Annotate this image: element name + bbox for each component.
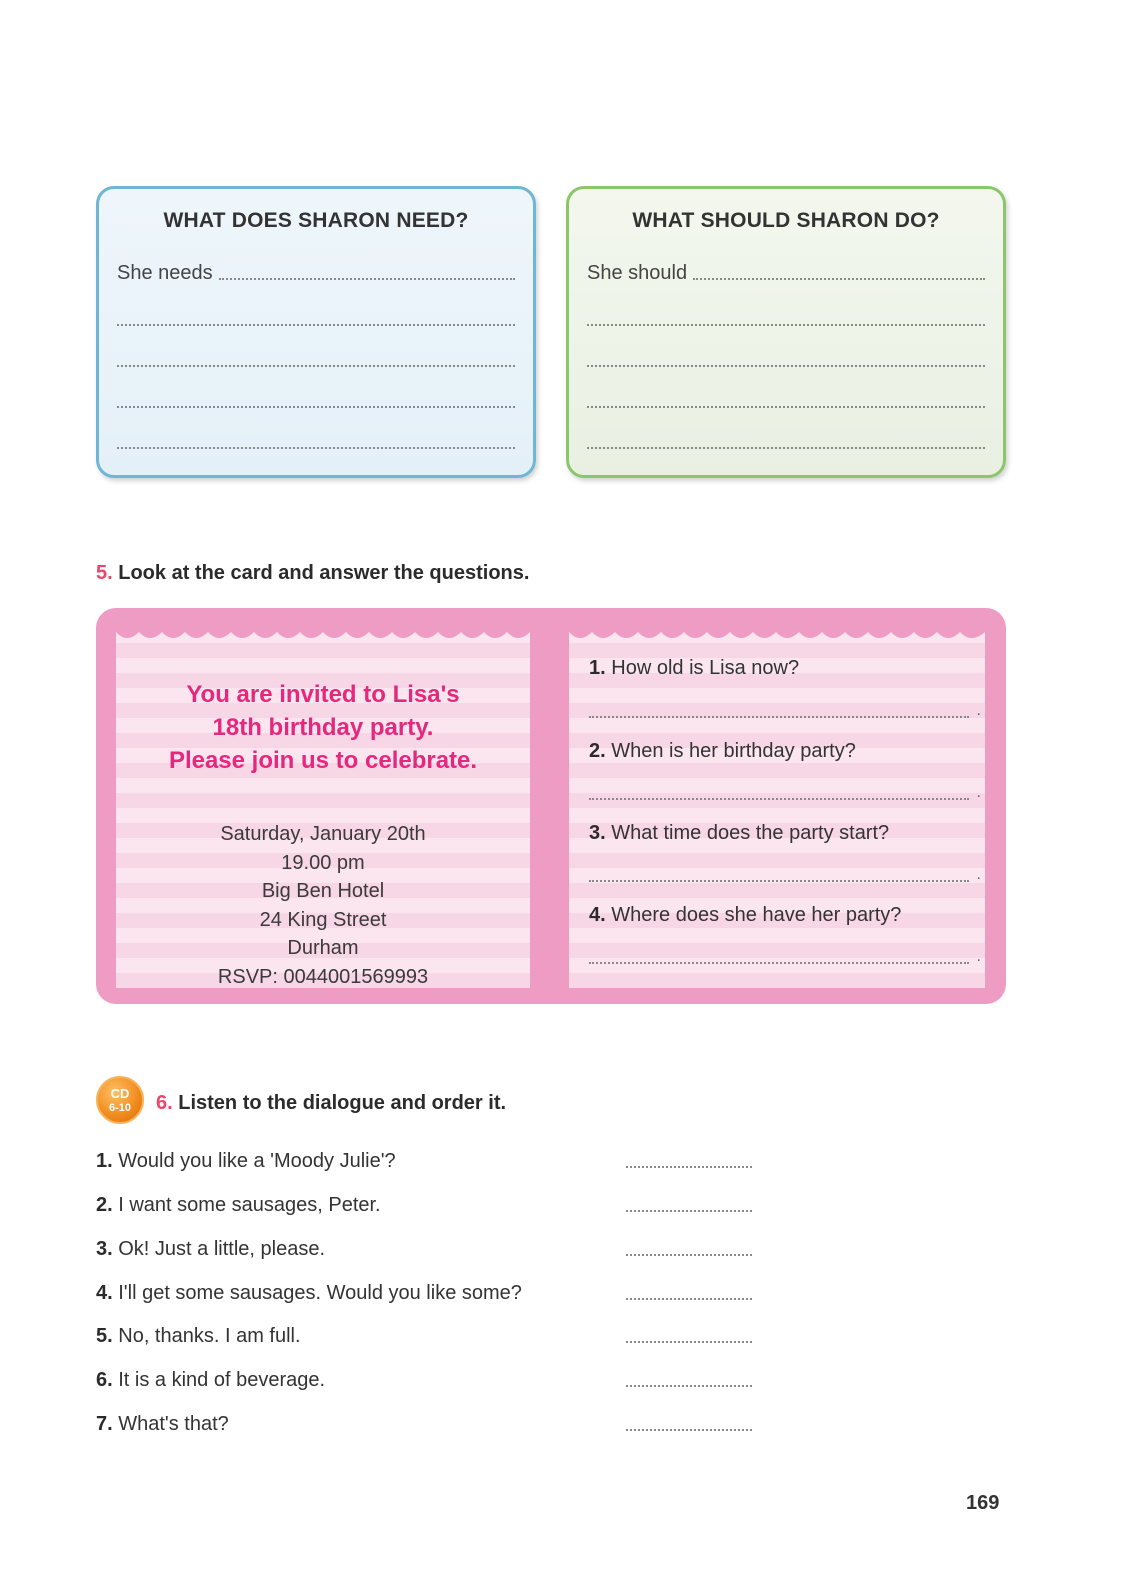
dialogue-text: Would you like a 'Moody Julie'?	[118, 1150, 396, 1172]
need-answer-line[interactable]	[117, 285, 515, 326]
need-box-title: WHAT DOES SHARON NEED?	[163, 209, 469, 232]
question-text: When is her birthday party?	[611, 740, 856, 762]
dialogue-text: No, thanks. I am full.	[118, 1325, 301, 1347]
question-answer-blank[interactable]	[589, 716, 969, 718]
dialogue-text: I'll get some sausages. Would you like some?	[118, 1282, 522, 1304]
invite-line-2: 18th birthday party.	[212, 714, 434, 741]
cd-label: CD	[110, 1086, 130, 1101]
invite-date: Saturday, January 20th	[220, 823, 426, 845]
invite-rsvp: RSVP: 0044001569993	[217, 965, 429, 988]
question-answer-blank[interactable]	[589, 880, 969, 882]
cd-audio-icon[interactable]	[96, 1076, 144, 1124]
do-first-line	[587, 259, 985, 285]
do-box-title: WHAT SHOULD SHARON DO?	[632, 209, 940, 232]
dialogue-number: 7.	[96, 1413, 113, 1435]
dialogue-order-blank[interactable]	[626, 1298, 752, 1300]
need-answer-line[interactable]	[117, 326, 515, 367]
invitation-headline	[116, 678, 530, 777]
question-answer-blank[interactable]	[589, 798, 969, 800]
question-item	[589, 822, 889, 845]
do-answer-line[interactable]	[587, 408, 985, 449]
question-number: 1.	[589, 657, 606, 679]
dialogue-number: 3.	[96, 1238, 113, 1260]
dialogue-line	[96, 1413, 229, 1436]
do-answer-line[interactable]	[587, 367, 985, 408]
dialogue-number: 4.	[96, 1282, 113, 1304]
sharon-need-box	[96, 186, 536, 478]
question-item	[589, 740, 856, 763]
need-first-label: She needs	[117, 262, 213, 284]
do-answer-blank[interactable]	[693, 278, 985, 280]
section6-number: 6.	[156, 1092, 173, 1114]
question-text: Where does she have her party?	[611, 904, 902, 926]
invite-city: Durham	[287, 937, 359, 959]
question-number: 4.	[589, 904, 606, 926]
dialogue-line	[96, 1150, 396, 1173]
dialogue-line	[96, 1369, 325, 1392]
do-answer-line[interactable]	[587, 285, 985, 326]
dialogue-order-blank[interactable]	[626, 1166, 752, 1168]
invite-venue: Big Ben Hotel	[261, 880, 385, 902]
dialogue-order-blank[interactable]	[626, 1210, 752, 1212]
question-text: How old is Lisa now?	[611, 657, 800, 679]
invitation-card	[96, 608, 1006, 1004]
dialogue-text: Ok! Just a little, please.	[118, 1238, 326, 1260]
scallop-border	[569, 628, 985, 644]
question-number: 2.	[589, 740, 606, 762]
dialogue-order-blank[interactable]	[626, 1429, 752, 1431]
question-answer-blank[interactable]	[589, 962, 969, 964]
dialogue-text: It is a kind of beverage.	[118, 1369, 326, 1391]
questions-panel	[569, 628, 985, 988]
invitation-panel	[116, 628, 530, 988]
sharon-do-box	[566, 186, 1006, 478]
need-answer-line[interactable]	[117, 367, 515, 408]
dialogue-text: I want some sausages, Peter.	[118, 1194, 381, 1216]
dialogue-order-blank[interactable]	[626, 1341, 752, 1343]
dialogue-number: 1.	[96, 1150, 113, 1172]
scallop-border	[116, 628, 530, 644]
need-answer-line[interactable]	[117, 408, 515, 449]
dialogue-number: 6.	[96, 1369, 113, 1391]
question-number: 3.	[589, 822, 606, 844]
section5-number: 5.	[96, 562, 113, 584]
dialogue-line	[96, 1194, 381, 1217]
invite-line-1: You are invited to Lisa's	[186, 681, 460, 708]
page-number: 169	[966, 1492, 1000, 1514]
cd-track: 6-10	[108, 1102, 132, 1114]
dialogue-line	[96, 1238, 325, 1261]
question-item	[589, 657, 799, 680]
section5-heading	[96, 562, 529, 585]
dialogue-text: What's that?	[118, 1413, 229, 1435]
invite-time: 19.00 pm	[281, 851, 365, 874]
do-first-label: She should	[587, 262, 688, 284]
invitation-details	[116, 820, 530, 991]
invite-line-3: Please join us to celebrate.	[168, 747, 478, 774]
dialogue-line	[96, 1282, 522, 1305]
dialogue-line	[96, 1325, 301, 1348]
dialogue-number: 5.	[96, 1325, 113, 1347]
section6-instruction: Listen to the dialogue and order it.	[178, 1092, 507, 1114]
section6-heading	[156, 1092, 506, 1115]
need-answer-blank[interactable]	[219, 278, 515, 280]
section5-instruction: Look at the card and answer the questions.	[118, 562, 530, 584]
question-item	[589, 904, 901, 927]
dialogue-order-blank[interactable]	[626, 1254, 752, 1256]
invite-street: 24 King Street	[259, 908, 387, 931]
need-first-line	[117, 259, 515, 285]
question-text: What time does the party start?	[611, 822, 890, 844]
dialogue-order-blank[interactable]	[626, 1385, 752, 1387]
dialogue-number: 2.	[96, 1194, 113, 1216]
do-answer-line[interactable]	[587, 326, 985, 367]
